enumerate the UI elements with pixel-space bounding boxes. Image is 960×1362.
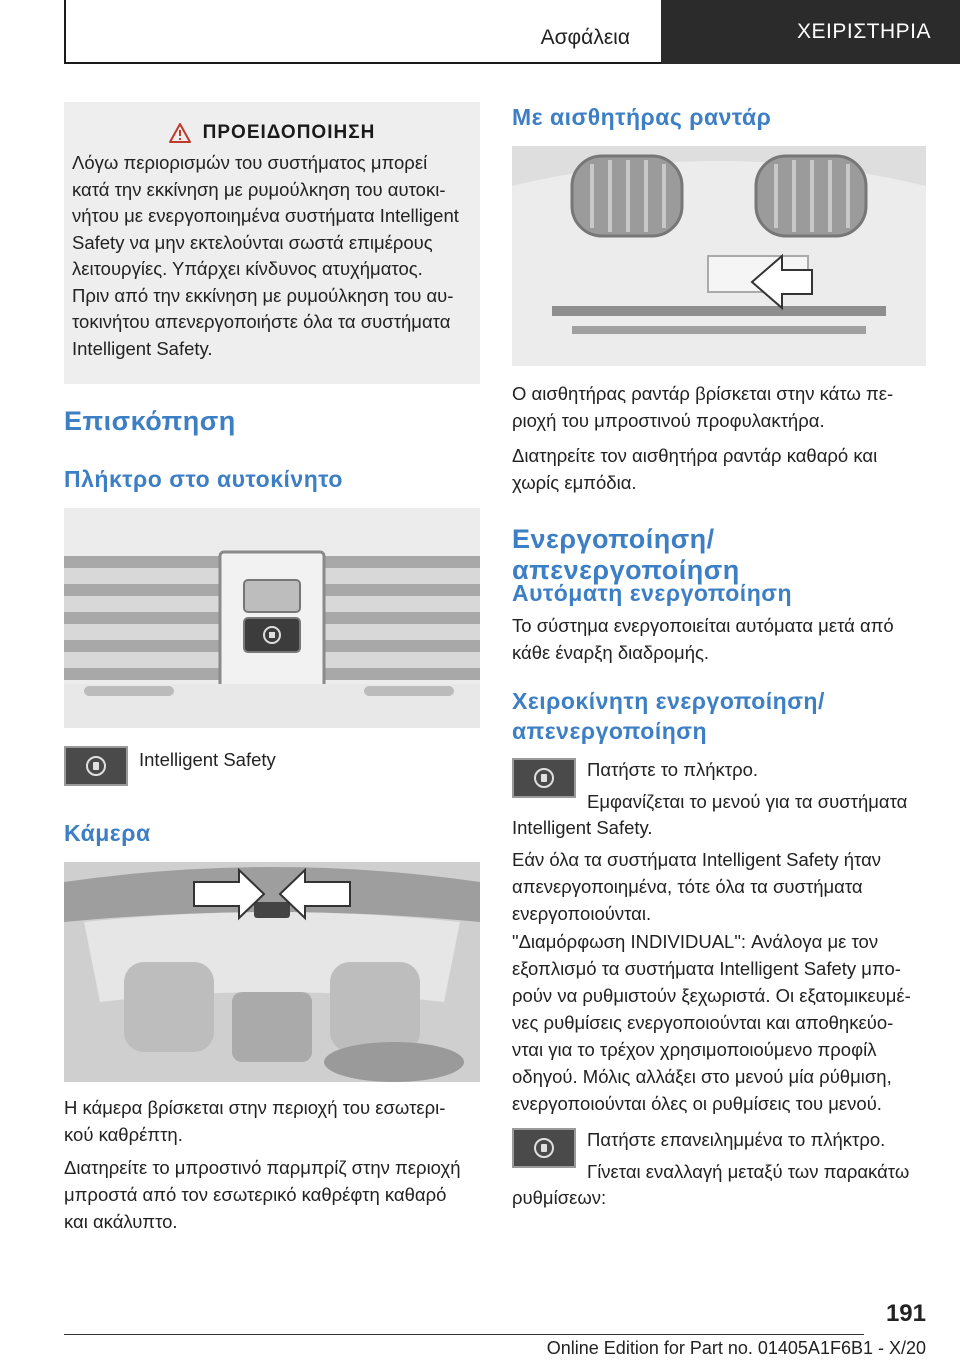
deactivated-line: απενεργοποιημένα, τότε όλα τα συστήματα [512, 876, 863, 897]
individual-line: νται για το τρέχον χρησιμοποιούμενο προφίλ [512, 1039, 877, 1060]
warning-line: Safety να μην εκτελούνται σωστά επιμέρους [72, 231, 433, 253]
menu-line-2: Intelligent Safety. [512, 817, 653, 838]
intelligent-safety-button-image [64, 746, 128, 786]
warning-title [72, 122, 472, 144]
individual-text [512, 928, 926, 1117]
warning-title-text: ΠΡΟΕΙΔΟΠΟΙΗΣΗ [202, 122, 376, 143]
header-divider [64, 0, 66, 64]
intelligent-safety-button-image [512, 1128, 576, 1168]
header-section: Ασφάλεια [540, 26, 630, 49]
button-heading: Πλήκτρο στο αυτοκίνητο [64, 466, 343, 492]
auto-activation-heading: Αυτόματη ενεργοποίηση [512, 580, 793, 606]
camera-photo [64, 862, 480, 1082]
camera-text [64, 1094, 480, 1235]
safety-icon [533, 1137, 555, 1159]
car-interior-illustration [64, 862, 480, 1082]
header-chapter [661, 0, 960, 64]
warning-line: Πριν από την εκκίνηση με ρυμούλκηση του αυ- [72, 284, 454, 306]
dashboard-vents-illustration [64, 508, 480, 728]
overview-title: Επισκόπηση [64, 406, 236, 436]
safety-icon [533, 767, 555, 789]
warning-line: νήτου με ενεργοποιημένα συστήματα Intelligent [72, 205, 459, 226]
warning-line: τοκινήτου απενεργοποιήστε όλα τα συστήματα [72, 311, 451, 332]
warning-line: λειτουργίες. Υπάρχει κίνδυνος ατυχήματος. [72, 258, 423, 279]
activation-title: Ενεργοποίηση/απενεργοποίηση [512, 524, 740, 585]
camera-line: κού καθρέπτη. [64, 1124, 183, 1145]
individual-line: νες ρυθμίσεις ενεργοποιούνται και αποθηκεύο- [512, 1012, 894, 1033]
manual-heading-line: απενεργοποίηση [512, 718, 708, 744]
car-front-illustration [512, 146, 926, 366]
individual-line: ρούν να ρυθμιστούν ξεχωριστά. Οι εξατομικευμέ- [512, 985, 911, 1006]
camera-line: Διατηρείτε το μπροστινό παρμπρίζ στην περιοχή [64, 1157, 461, 1178]
radar-line: χωρίς εμπόδια. [512, 472, 637, 493]
footer-edition: Online Edition for Part no. 01405A1F6B1 - X/20 [546, 1338, 926, 1358]
page-number: 191 [885, 1300, 926, 1327]
deactivated-line: Εάν όλα τα συστήματα Intelligent Safety ήταν [512, 849, 882, 870]
press-button-text: Πατήστε το πλήκτρο. [587, 759, 759, 780]
toggle-line-1: Γίνεται εναλλαγή μεταξύ των παρακάτω [587, 1161, 910, 1182]
individual-line: οδηγού. Μόλις αλλάξει στο μενού μία ρύθμιση, [512, 1066, 892, 1087]
individual-line: ενεργοποιούνται όλες οι ρυθμίσεις του μενού. [512, 1093, 882, 1114]
safety-icon [85, 755, 107, 777]
toggle-line-2: ρυθμίσεων: [512, 1187, 607, 1208]
radar-text [512, 380, 926, 496]
warning-line: Λόγω περιορισμών του συστήματος μπορεί [72, 152, 428, 173]
chapter-label: ΧΕΙΡΙΣΤΗΡΙΑ [797, 20, 932, 43]
radar-line: Διατηρείτε τον αισθητήρα ραντάρ καθαρό και [512, 445, 878, 466]
footer-rule [64, 1334, 864, 1335]
radar-line: ριοχή του μπροστινού προφυλακτήρα. [512, 410, 825, 431]
camera-line: Η κάμερα βρίσκεται στην περιοχή του εσωτερι- [64, 1097, 446, 1118]
radar-photo [512, 146, 926, 366]
warning-line: κατά την εκκίνηση με ρυμούλκηση του αυτοκι- [72, 178, 446, 200]
deactivated-text [512, 846, 926, 927]
deactivated-line: ενεργοποιούνται. [512, 903, 652, 924]
auto-activation-text [512, 612, 926, 666]
radar-line: Ο αισθητήρας ραντάρ βρίσκεται στην κάτω πε- [512, 383, 894, 404]
auto-line: Το σύστημα ενεργοποιείται αυτόματα μετά από [512, 615, 894, 636]
intelligent-safety-button-image [512, 758, 576, 798]
warning-text [72, 150, 472, 362]
manual-heading-line: Χειροκίνητη ενεργοποίηση/ [512, 688, 825, 714]
warning-line: Intelligent Safety. [72, 337, 213, 359]
button-photo [64, 508, 480, 728]
manual-activation-heading [512, 686, 926, 746]
individual-line: εξοπλισμό τα συστήματα Intelligent Safety μπο- [512, 958, 901, 979]
press-repeat-text: Πατήστε επανειλημμένα το πλήκτρο. [587, 1129, 886, 1150]
menu-line-1: Εμφανίζεται το μενού για τα συστήματα [587, 791, 908, 812]
camera-line: και ακάλυπτο. [64, 1211, 178, 1232]
camera-line: μπροστά από τον εσωτερικό καθρέφτη καθαρό [64, 1184, 447, 1205]
warning-triangle-icon [169, 123, 191, 143]
radar-heading: Με αισθητήρας ραντάρ [512, 104, 772, 130]
camera-heading: Κάμερα [64, 820, 151, 846]
warning-box [64, 102, 480, 384]
auto-line: κάθε έναρξη διαδρομής. [512, 642, 710, 663]
individual-line: "Διαμόρφωση INDIVIDUAL": Ανάλογα με τον [512, 931, 879, 952]
button-caption: Intelligent Safety [139, 749, 276, 770]
